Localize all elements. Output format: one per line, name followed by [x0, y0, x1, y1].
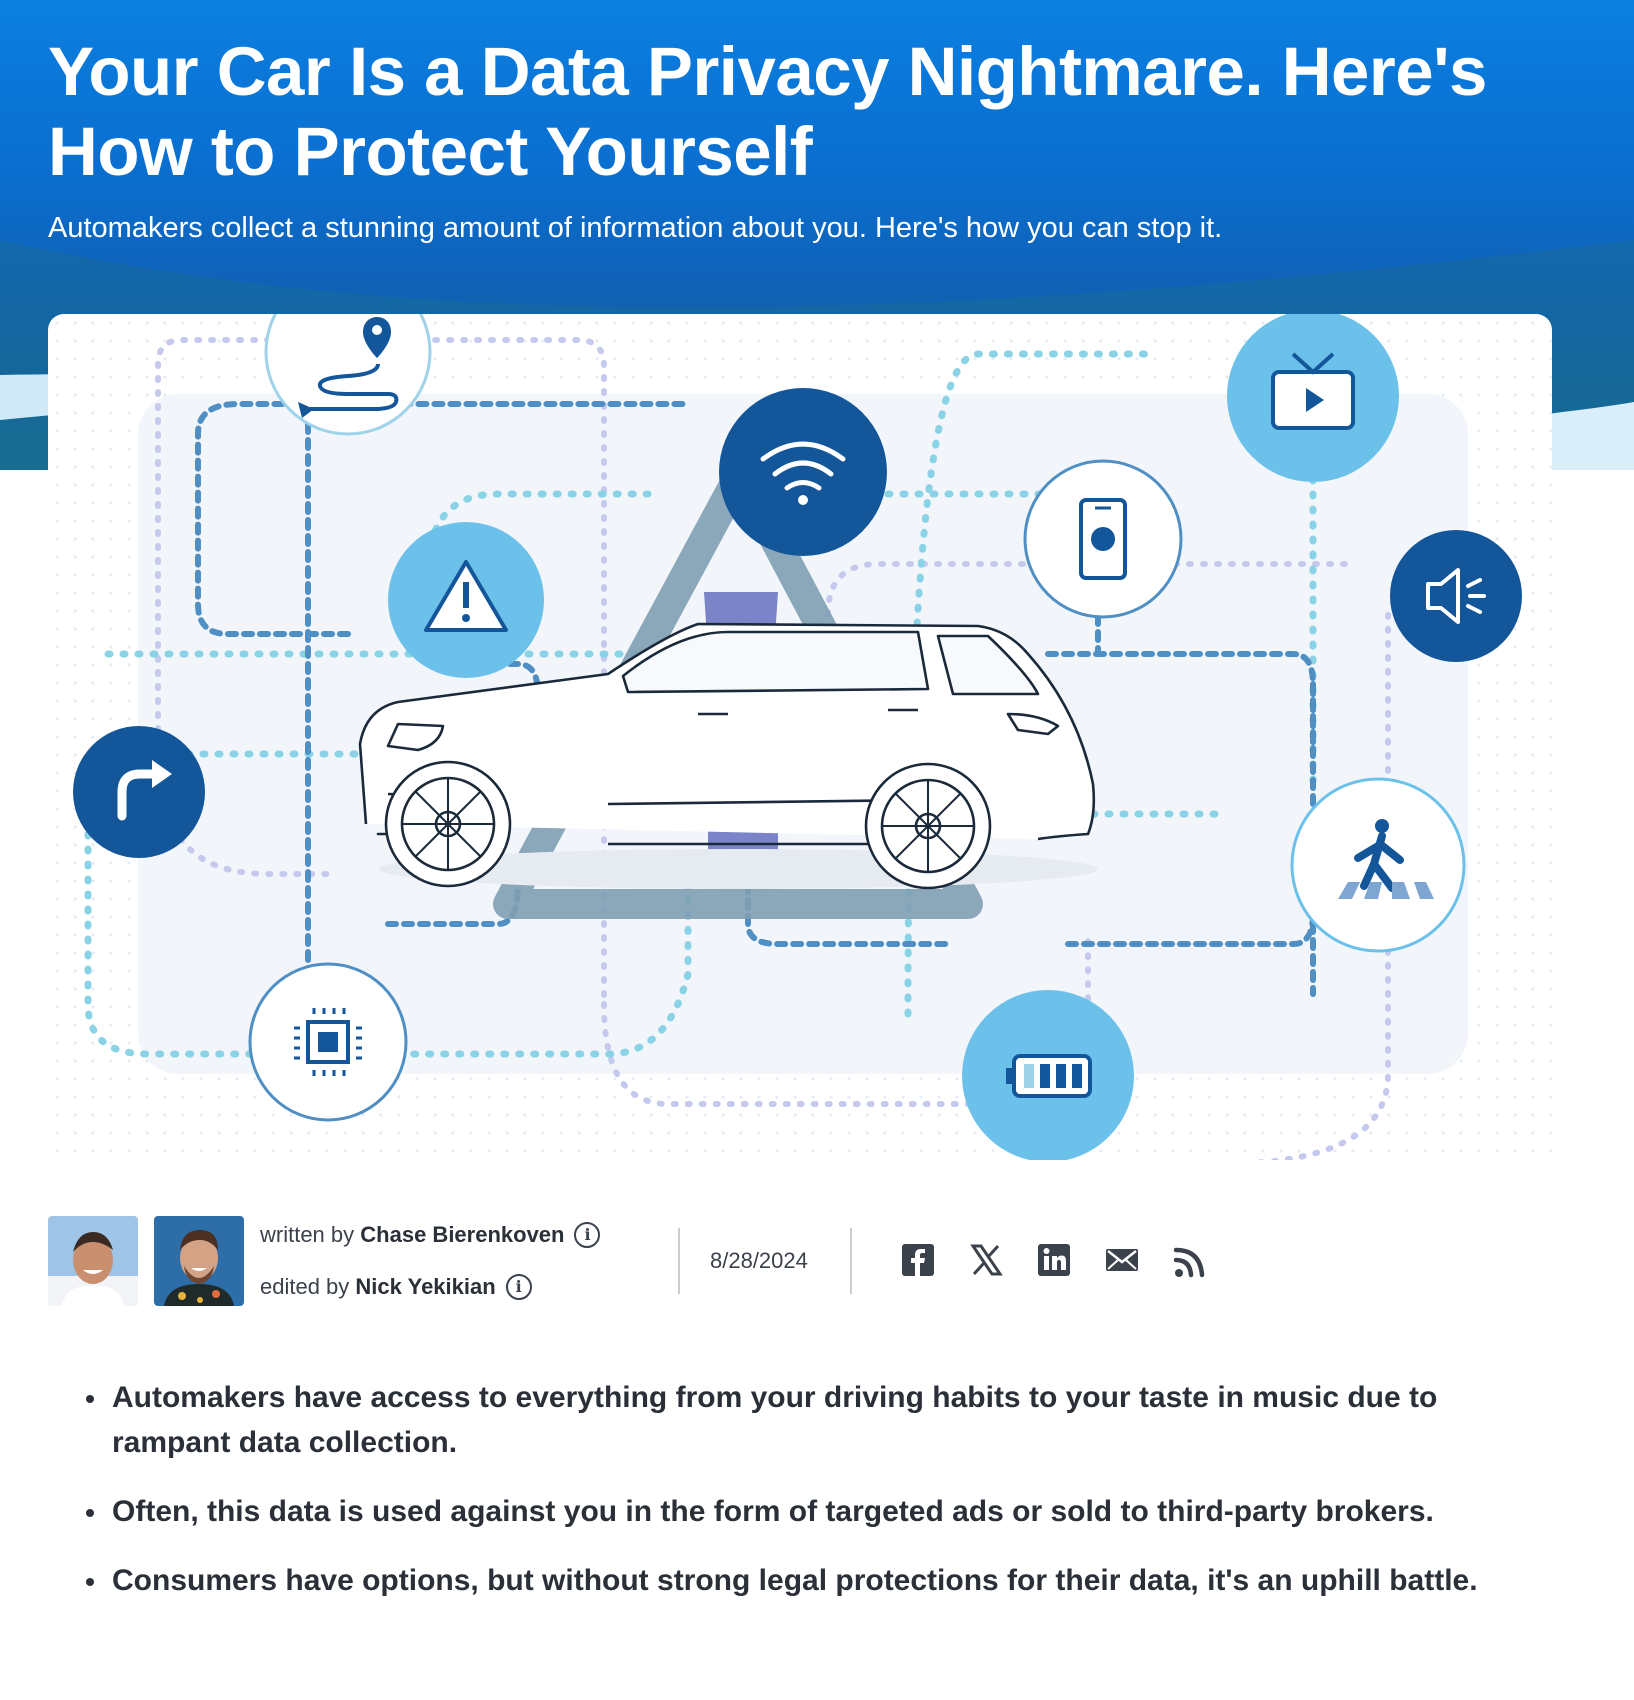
editor-credit [260, 1274, 532, 1300]
facebook-icon [898, 1238, 938, 1282]
phone-icon [1025, 461, 1181, 617]
speaker-icon [1390, 530, 1522, 662]
editor-photo [154, 1216, 244, 1306]
x-share-button[interactable] [966, 1238, 1006, 1282]
article-title: Your Car Is a Data Privacy Nightmare. Here's How to Protect Yourself [48, 33, 1487, 190]
pedestrian-icon [1292, 779, 1464, 951]
author-credit [260, 1222, 600, 1248]
linkedin-share-button[interactable] [1034, 1238, 1074, 1282]
edited-by-label: edited by [260, 1274, 350, 1299]
tv-icon [1227, 314, 1399, 482]
editor-info-icon[interactable]: i [506, 1274, 532, 1300]
article-subtitle: Automakers collect a stunning amount of information about you. Here's how you can stop it. [48, 212, 1223, 244]
author-avatar[interactable] [48, 1216, 138, 1306]
author-photo [48, 1216, 138, 1306]
linkedin-icon [1034, 1238, 1074, 1282]
byline-divider [850, 1228, 852, 1294]
email-icon [1102, 1238, 1142, 1282]
editor-name[interactable]: Nick Yekikian [355, 1274, 496, 1299]
rss-icon [1170, 1238, 1210, 1282]
chip-icon [250, 964, 406, 1120]
key-points-list [80, 1375, 1560, 1627]
warning-icon [388, 522, 544, 678]
publish-date: 8/28/2024 [710, 1248, 808, 1273]
wifi-icon [719, 388, 887, 556]
author-info-icon[interactable]: i [574, 1222, 600, 1248]
rss-feed-button[interactable] [1170, 1238, 1210, 1282]
email-share-button[interactable] [1102, 1238, 1142, 1282]
car-data-illustration [48, 314, 1552, 1160]
battery-icon [962, 990, 1134, 1160]
written-by-label: written by [260, 1222, 355, 1247]
facebook-share-button[interactable] [898, 1238, 938, 1282]
key-point: Automakers have access to everything from your driving habits to your taste in music due to rampant data collection. [80, 1375, 1560, 1465]
key-point: Consumers have options, but without strong legal protections for their data, it's an uphill battle. [80, 1558, 1560, 1603]
hero-illustration [48, 314, 1552, 1160]
author-name[interactable]: Chase Bierenkoven [360, 1222, 565, 1247]
editor-avatar[interactable] [154, 1216, 244, 1306]
key-point: Often, this data is used against you in the form of targeted ads or sold to third-party brokers. [80, 1489, 1560, 1534]
byline [48, 1216, 1608, 1306]
turn-right-icon [73, 726, 205, 858]
x-icon [966, 1238, 1006, 1282]
byline-divider [678, 1228, 680, 1294]
